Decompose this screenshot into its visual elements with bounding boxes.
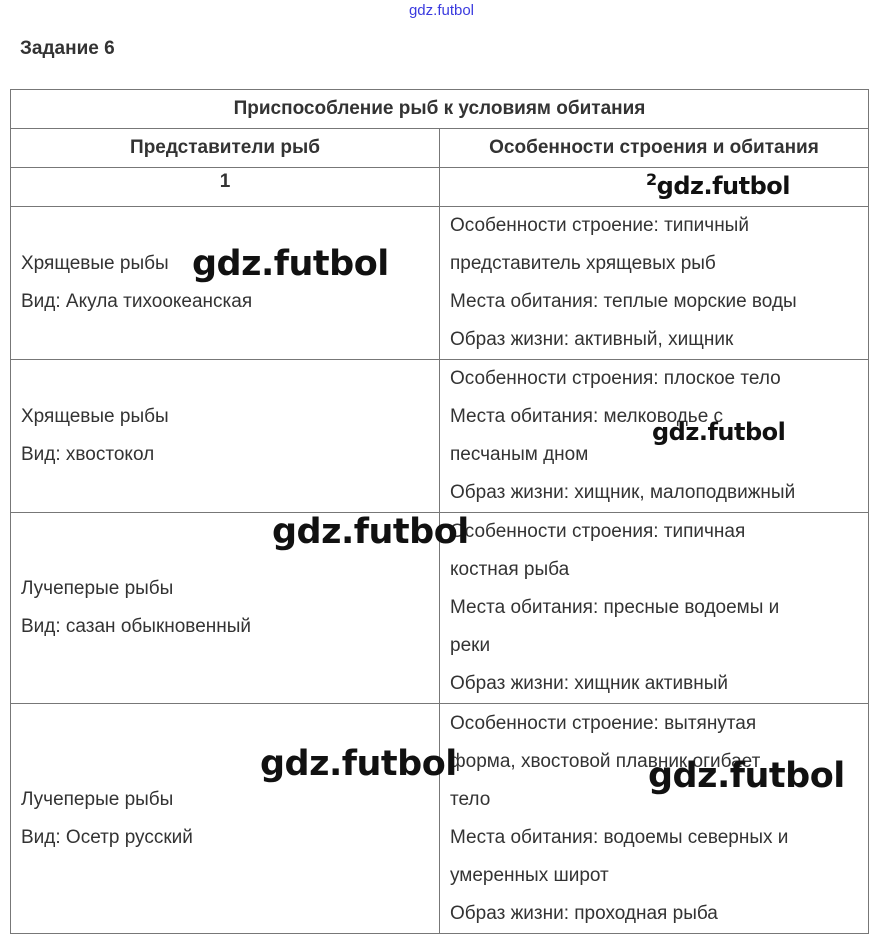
fish-representative: Лучеперые рыбы Вид: сазан обыкновенный	[11, 513, 440, 704]
fish-features: Особенности строение: вытянутая форма, хвостовой плавник огибает тело Места обитания: водоемы северных и умеренных широт Образ жизни: проходная рыба	[440, 704, 869, 934]
table-row	[11, 704, 869, 934]
table-row	[11, 207, 869, 360]
column-header-representatives: Представители рыб	[11, 129, 440, 168]
column-number-1: 1	[11, 168, 440, 207]
watermark: gdz.futbol	[648, 756, 845, 796]
column-header-features: Особенности строения и обитания	[440, 129, 869, 168]
fish-features: Особенности строения: плоское тело Места обитания: мелководье с песчаным дном Образ жизни: хищник, малоподвижный	[440, 360, 869, 513]
fish-representative: Лучеперые рыбы Вид: Осетр русский	[11, 704, 440, 934]
task-title: Задание 6	[20, 38, 115, 59]
fish-features: Особенности строение: типичный представитель хрящевых рыб Места обитания: теплые морские воды Образ жизни: активный, хищник	[440, 207, 869, 360]
watermark: gdz.futbol	[652, 418, 786, 446]
fish-representative: Хрящевые рыбы Вид: Акула тихоокеанская	[11, 207, 440, 360]
fish-features: Особенности строения: типичная костная рыба Места обитания: пресные водоемы и реки Образ жизни: хищник активный	[440, 513, 869, 704]
watermark: $^2$gdz.futbol	[646, 170, 790, 200]
watermark: gdz.futbol	[260, 744, 457, 784]
watermark: gdz.futbol	[192, 244, 389, 284]
watermark-link[interactable]: gdz.futbol	[408, 2, 475, 19]
watermark: gdz.futbol	[272, 512, 469, 552]
fish-representative: Хрящевые рыбы Вид: хвостокол	[11, 360, 440, 513]
table-title: Приспособление рыб к условиям обитания	[11, 90, 869, 129]
